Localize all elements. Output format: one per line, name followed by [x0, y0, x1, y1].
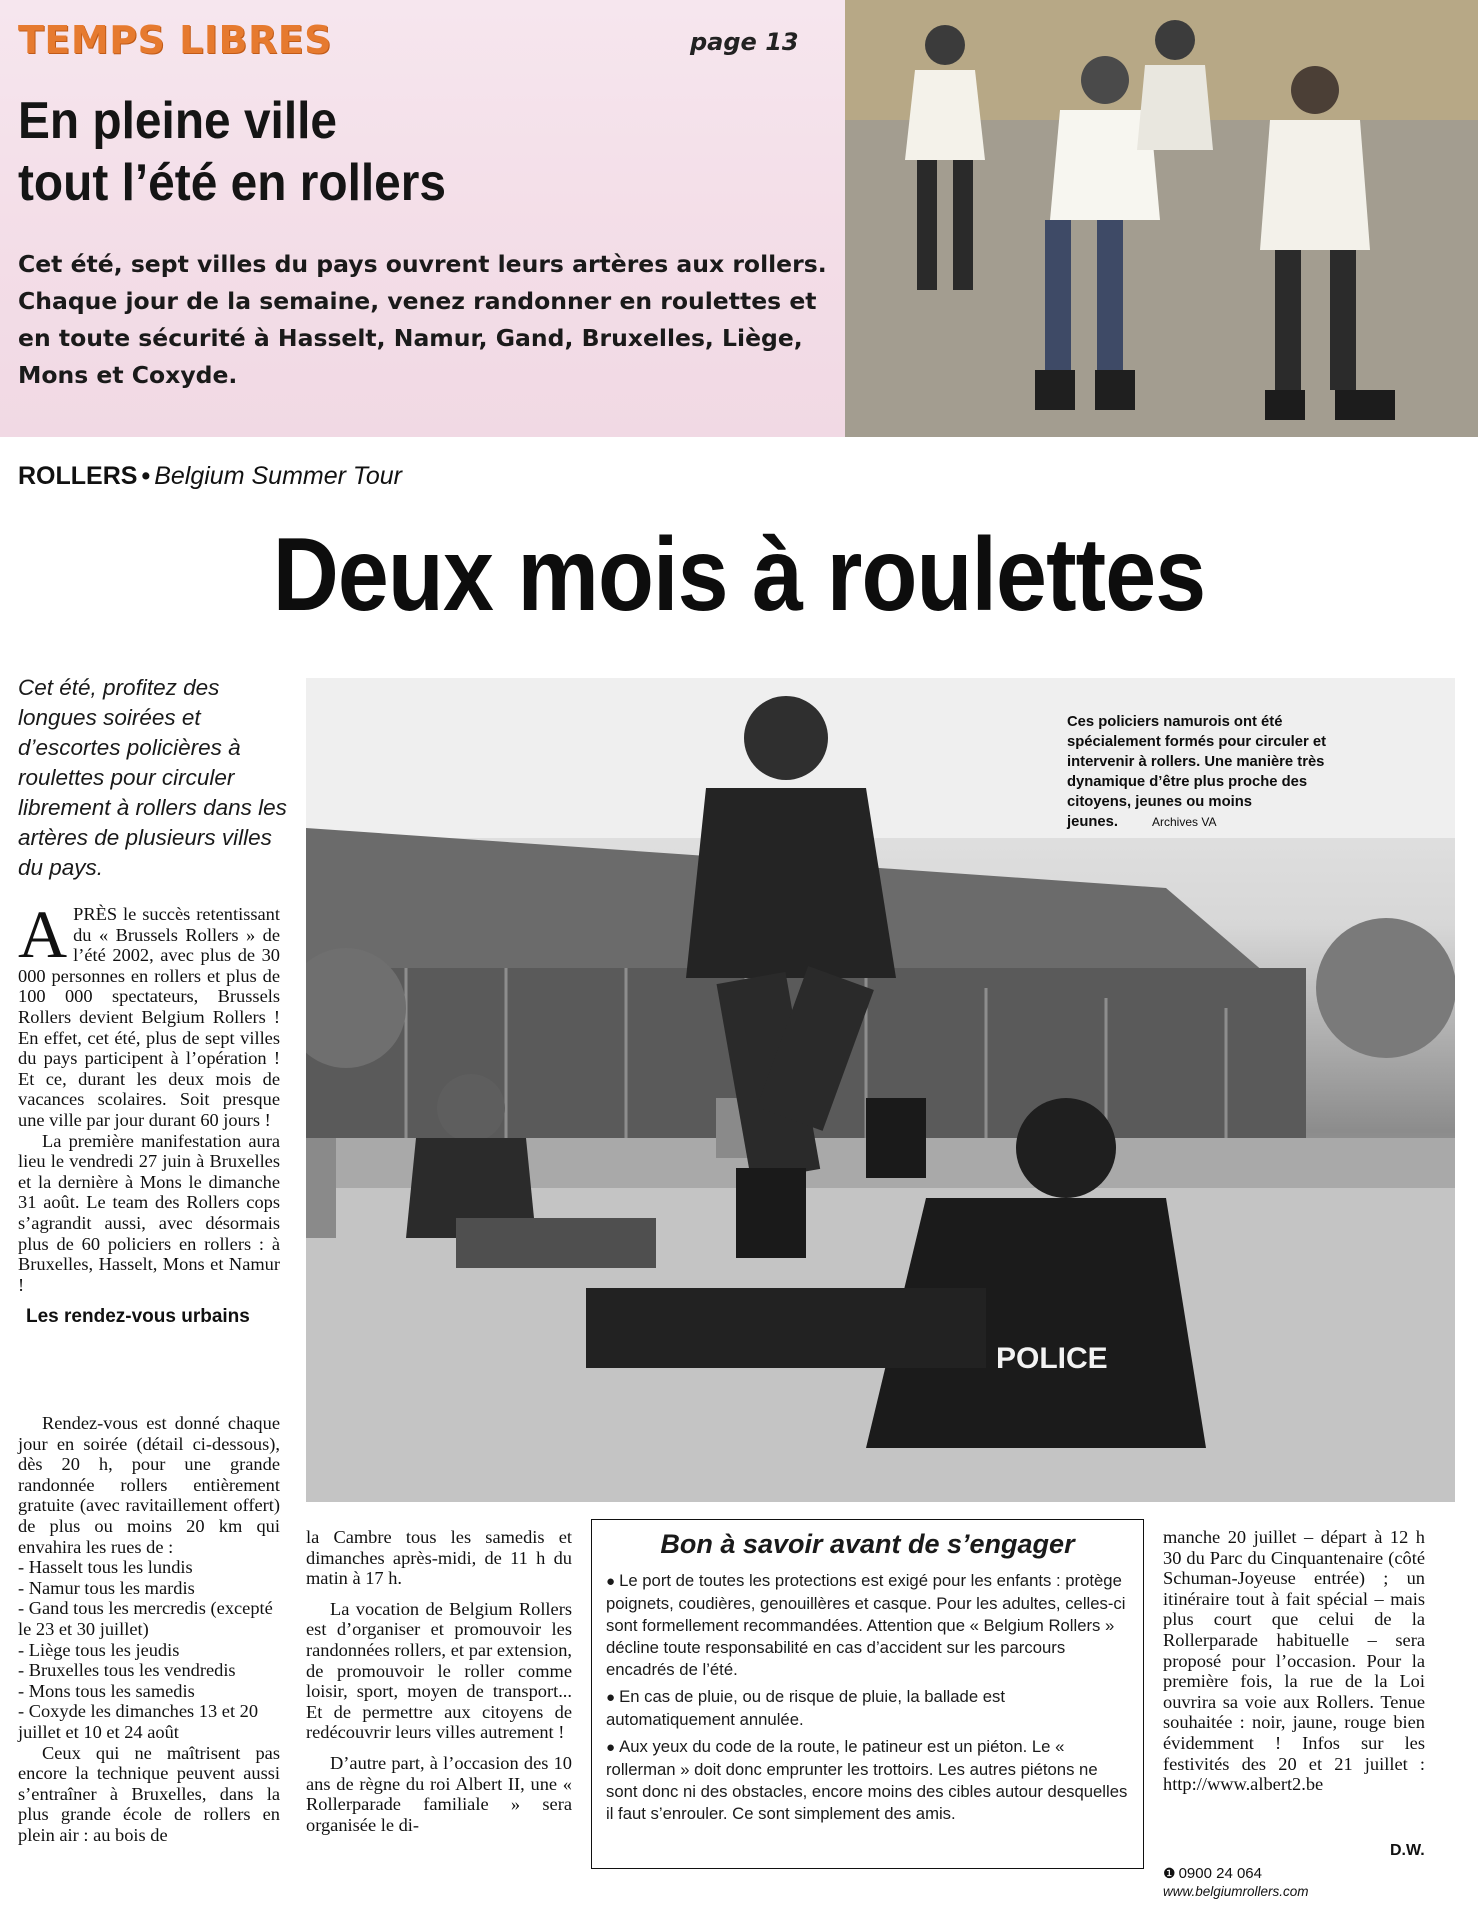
article-intro: Cet été, profitez des longues soirées et d’escortes policières à roulettes pour circuler librement à rollers dans les artères de plusieurs villes du pays. — [18, 675, 287, 880]
page-reference: page 13 — [690, 28, 799, 56]
kicker-subtitle: Belgium Summer Tour — [154, 462, 402, 490]
info-phone-icon: ❶ — [1163, 1865, 1176, 1881]
schedule-item: - Hasselt tous les lundis — [18, 1557, 193, 1578]
infobox-item-text: En cas de pluie, ou de risque de pluie, la ballade est automatiquement annulée. — [606, 1687, 1005, 1729]
kids-rollers-illustration — [845, 0, 1478, 437]
article-column-1-continued — [18, 1413, 280, 1845]
bullet-icon: ● — [606, 1573, 616, 1590]
banner-headline — [18, 90, 625, 214]
paragraph-2: La première manifestation aura lieu le vendredi 27 juin à Bruxelles et la dernière à Mons le dimanche 31 août. Le team des Rollers cops s’agrandit aussi, avec désormais plus de 60 policiers en rollers : à Bruxelles, Hasselt, Mons et Namur ! — [18, 1130, 280, 1295]
infobox-item — [606, 1736, 1129, 1825]
banner-headline-line2: tout l’été en rollers — [18, 154, 447, 212]
paragraph-4: Ceux qui ne maîtrisent pas encore la technique peuvent aussi s’entraîner à Bruxelles, dans la plus grande école de rollers en plein air : au bois de — [18, 1742, 280, 1845]
bullet-icon: ● — [606, 1689, 616, 1706]
good-to-know-box — [591, 1519, 1144, 1869]
paragraph-3: Rendez-vous est donné chaque jour en soirée (détail ci-dessous), dès 20 h, pour une grande randonnée rollers entièrement gratuite (avec ravitaillement offert) de plus ou moins 20 km qui envahira les rues de : — [18, 1413, 280, 1557]
infobox-item — [606, 1570, 1129, 1681]
kicker-section: ROLLERS — [18, 462, 138, 490]
bullet-icon: ● — [606, 1739, 616, 1756]
paragraph-1 — [18, 896, 280, 1131]
contact-phone: 0900 24 064 — [1178, 1865, 1262, 1882]
article-column-2 — [306, 1527, 572, 1835]
schedule-item: - Mons tous les samedis — [18, 1680, 195, 1701]
teaser-banner — [0, 0, 1478, 437]
contact-info — [1163, 1864, 1309, 1901]
schedule-list — [18, 1557, 280, 1742]
article-kicker — [18, 462, 402, 491]
schedule-item: - Coxyde les dimanches 13 et 20 juillet et 10 et 24 août — [18, 1701, 259, 1742]
kids-rollers-photo — [845, 0, 1478, 437]
photo-caption-text: Ces policiers namurois ont été spécialement formés pour circuler et intervenir à rollers. Une manière très dynamique d’être plus proche des citoyens, jeunes ou moins jeunes. — [1067, 714, 1327, 830]
col2-paragraph-3: D’autre part, à l’occasion des 10 ans de règne du roi Albert II, une « Rollerparade familiale » sera organisée le di- — [306, 1752, 572, 1835]
drop-cap: A — [18, 896, 68, 972]
infobox-item-text: Le port de toutes les protections est exigé pour les enfants : protège poignets, coudières, genouillères et casque. Pour les adultes, celles-ci sont formellement recommandées. Attention que « Belgium Rollers » décline toute responsabilité en cas d’accident sur les parcours encadrés de l’été. — [606, 1571, 1126, 1679]
col2-paragraph-2: La vocation de Belgium Rollers est d’organiser et promouvoir les randonnées rollers, et par extension, de promouvoir le roller comme loisir, sport, moyen de transport... Et de permettre aux citoyens de redécouvrir leurs villes autrement ! — [306, 1598, 572, 1743]
schedule-item: - Namur tous les mardis — [18, 1577, 195, 1598]
police-vest-label: POLICE — [996, 1342, 1108, 1375]
author-signature: D.W. — [1390, 1842, 1425, 1859]
photo-caption — [1067, 712, 1339, 832]
subheading: Les rendez-vous urbains — [26, 1306, 250, 1328]
schedule-item: - Bruxelles tous les vendredis — [18, 1660, 236, 1681]
section-label: TEMPS LIBRES — [18, 18, 333, 62]
col2-paragraph-1: la Cambre tous les samedis et dimanches après-midi, de 11 h du matin à 17 h. — [306, 1527, 572, 1589]
article-headline: Deux mois à roulettes — [272, 517, 1206, 633]
banner-headline-line1: En pleine ville — [18, 92, 338, 150]
article-column-1 — [18, 896, 280, 1335]
photo-credit: Archives VA — [1152, 815, 1217, 829]
contact-website: www.belgiumrollers.com — [1163, 1884, 1309, 1899]
schedule-item: - Liège tous les jeudis — [18, 1639, 180, 1660]
paragraph-1-text: PRÈS le succès retentissant du « Brussels Rollers » de l’été 2002, avec plus de 30 000 personnes en rollers et plus de 100 000 spectateurs, Brussels Rollers devient Belgium Rollers ! En effet, cet été, plus de sept villes du pays participent à l’opération ! Et ce, durant les deux mois de vacances scolaires. Soit presque une ville par jour durant 60 jours ! — [18, 904, 280, 1130]
kicker-bullet-icon: • — [141, 462, 151, 490]
infobox-item — [606, 1686, 1129, 1731]
schedule-item: - Gand tous les mercredis (excepté le 23 et 30 juillet) — [18, 1598, 273, 1639]
banner-lead-text: Cet été, sept villes du pays ouvrent leurs artères aux rollers. Chaque jour de la semaine, venez randonner en roulettes et en toute sécurité à Hasselt, Namur, Gand, Bruxelles, Liège, Mons et Coxyde. — [18, 250, 827, 389]
infobox-item-text: Aux yeux du code de la route, le patineur est un piéton. Le « rollerman » doit donc emprunter les trottoirs. Les autres piétons ne sont donc ni des obstacles, encore moins des cibles autour desquelles il faut s’enrouler. Ce sont simplement des amis. — [606, 1737, 1128, 1823]
article-column-4: manche 20 juillet – départ à 12 h 30 du Parc du Cinquantenaire (côté Schuman-Joyeuse entrée) ; un itinéraire tout à fait spécial – mais plus court que celui de la Rollerparade habituelle – sera proposé pour l’occasion. Pour la première fois, la rue de la Loi ouvrira sa voie aux Rollers. Tenue souhaitée : noir, jaune, rouge bien évidemment ! Infos sur les festivités des 20 et 21 juillet : http://www.albert2.be — [1163, 1527, 1425, 1795]
infobox-title: Bon à savoir avant de s’engager — [660, 1529, 1075, 1559]
